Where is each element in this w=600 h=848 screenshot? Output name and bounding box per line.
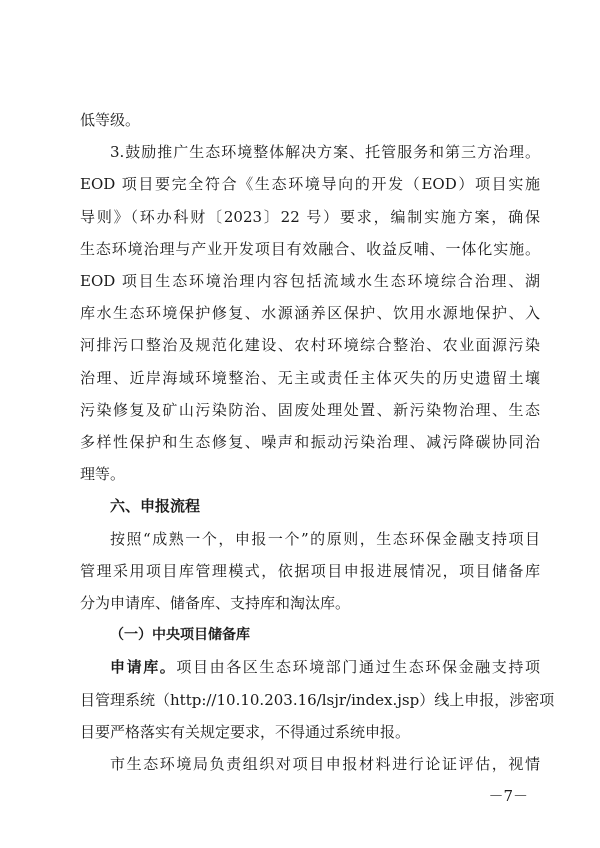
text-line: 市生态环境局负责组织对项目申报材料进行论证评估，视情 [110,755,540,774]
text-span: 项目由各区生态环境部门通过生态环保金融支持项 [176,658,540,677]
text-line: EOD 项目生态环境治理内容包括流域水生态环境综合治理、湖 [80,272,540,291]
subsection-heading: （一）中央项目储备库 [110,627,250,644]
text-line: 3.鼓励推广生态环境整体解决方案、托管服务和第三方治理。 [110,143,540,162]
text-line: EOD 项目要完全符合《生态环境导向的开发（EOD）项目实施 [80,175,540,194]
text-line: 生态环境治理与产业开发项目有效融合、收益反哺、一体化实施。 [80,239,540,258]
text-line: 河排污口整治及规范化建设、农村环境综合整治、农业面源污染 [80,336,540,355]
text-line: 管理采用项目库管理模式，依据项目申报进展情况，项目储备库 [80,561,540,580]
body-text [80,104,555,780]
text-line: 分为申请库、储备库、支持库和淘汰库。 [80,594,351,613]
text-line: 目管理系统（http://10.10.203.16/lsjr/index.jsp）线上申报，涉密项 [80,690,555,709]
run-in-heading: 申请库。 [110,658,177,677]
text-line: 低等级。 [80,111,141,129]
text-line: 目要严格落实有关规定要求，不得通过系统申报。 [80,722,411,741]
page-number: －7－ [488,787,528,805]
text-line [80,651,540,683]
text-line: 污染修复及矿山污染防治、固废处理处置、新污染物治理、生态 [80,400,540,419]
section-heading: 六、申报流程 [110,497,201,516]
text-line: 库水生态环境保护修复、水源涵养区保护、饮用水源地保护、入 [80,304,540,323]
text-line: 理等。 [80,465,126,484]
text-line: 导则》（环办科财〔2023〕22 号）要求，编制实施方案，确保 [80,207,540,226]
text-line: 治理、近岸海域环境整治、无主或责任主体灭失的历史遗留土壤 [80,368,540,387]
text-line: 按照“成熟一个，申报一个”的原则，生态环保金融支持项目 [110,529,540,548]
text-line: 多样性保护和生态修复、噪声和振动污染治理、减污降碳协同治 [80,433,540,452]
